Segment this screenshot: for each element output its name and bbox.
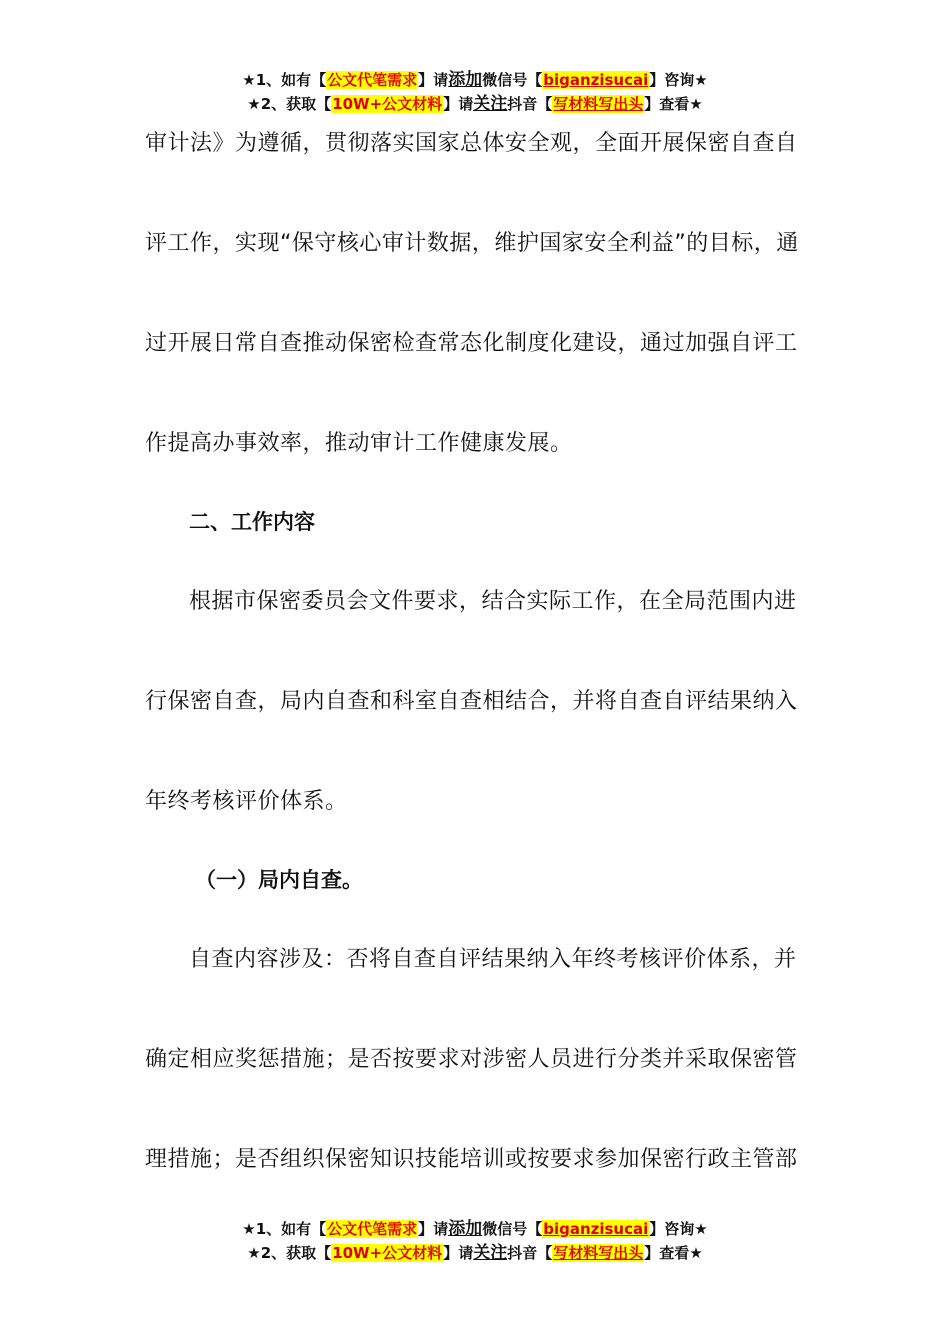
banner-line-2: ★2、获取【10W+公文材料】请关注抖音【写材料写出头】查看★ [247,1243,703,1263]
highlight-wechat-id: biganzisucai [543,1220,649,1238]
paragraph-3 [145,910,810,1210]
banner-line-1: ★1、如有【公文代笔需求】请添加微信号【biganzisucai】咨询★ [242,70,708,90]
footer-banner [0,1217,950,1265]
paragraph-1 [145,94,810,494]
paragraph-2 [145,552,810,852]
highlight-materials: 10W+公文材料 [332,95,443,113]
section-heading: 二、工作内容 [189,510,315,534]
banner-line-1: ★1、如有【公文代笔需求】请添加微信号【biganzisucai】咨询★ [242,1219,708,1239]
highlight-service: 公文代笔需求 [327,71,418,89]
paragraph-text: 根据市保密委员会文件要求，结合实际工作，在全局范围内进行保密自查，局内自查和科室自查相结合，并将自查自评结果纳入年终考核评价体系。 [145,589,798,814]
highlight-materials: 10W+公文材料 [332,1244,443,1262]
highlight-douyin: 写材料写出头 [553,1244,644,1262]
paragraph-text: 自查内容涉及：否将自查自评结果纳入年终考核评价体系，并确定相应奖惩措施；是否按要求对涉密人员进行分类并采取保密管理措施；是否组织保密知识技能培训或按要求参加保密行政主管部 [145,947,798,1172]
subsection-heading: （一）局内自查。 [195,868,363,892]
highlight-wechat-id: biganzisucai [543,71,649,89]
highlight-service: 公文代笔需求 [327,1220,418,1238]
highlight-douyin: 写材料写出头 [553,95,644,113]
banner-line-2: ★2、获取【10W+公文材料】请关注抖音【写材料写出头】查看★ [247,94,703,114]
paragraph-text: 审计法》为遵循，贯彻落实国家总体安全观，全面开展保密自查自评工作，实现“保守核心审计数据，维护国家安全利益”的目标，通过开展日常自查推动保密检查常态化制度化建设，通过加强自评工作提高办事效率，推动审计工作健康发展。 [145,131,799,456]
